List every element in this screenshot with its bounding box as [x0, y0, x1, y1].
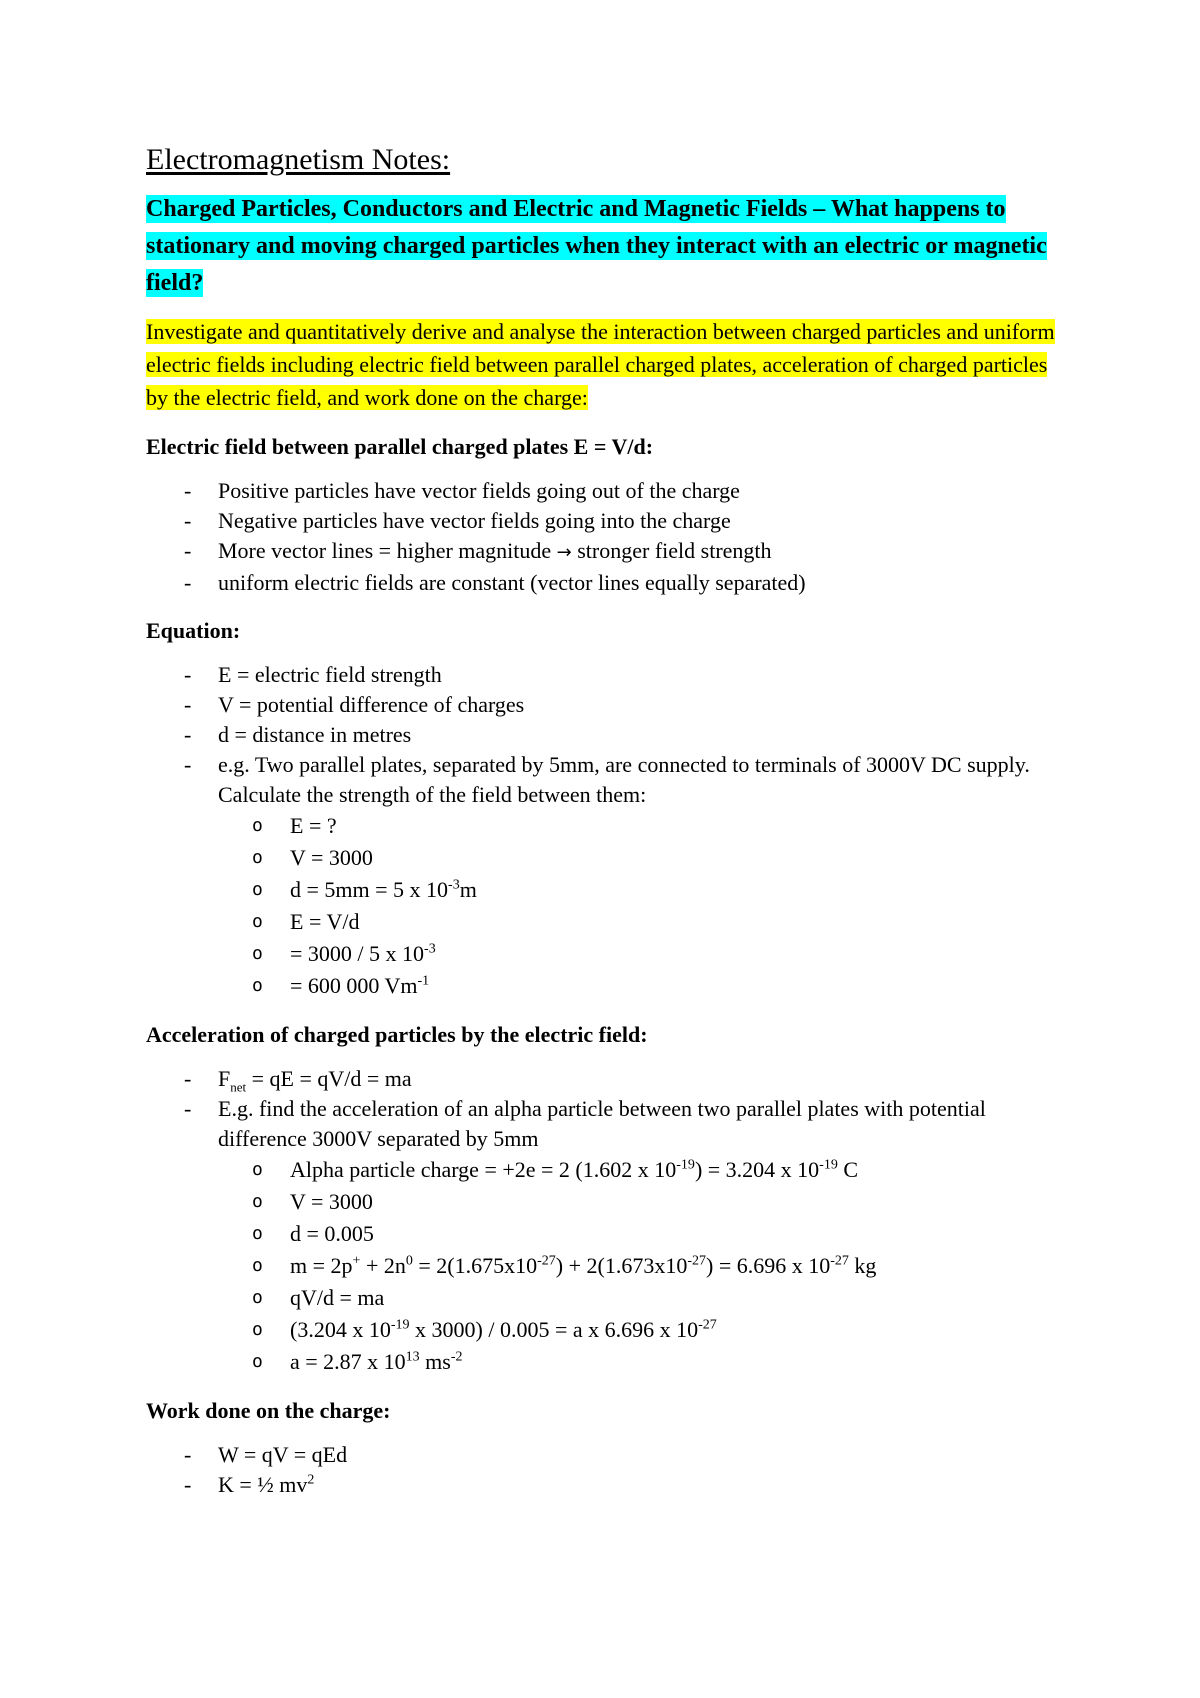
- dash-bullet: -: [184, 1066, 192, 1091]
- list-item: - d = distance in metres: [146, 720, 1066, 750]
- dash-bullet: -: [184, 752, 192, 777]
- section-heading-electric-field: Electric field between parallel charged plates E = V/d:: [146, 434, 654, 459]
- circle-bullet: o: [252, 815, 263, 836]
- sub-list-item: o V = 3000: [218, 1186, 1066, 1218]
- circle-bullet: o: [252, 1287, 263, 1308]
- right-arrow-icon: →: [556, 542, 572, 563]
- sub-list-item: o $m = 2p^+ + 2n^0 = 2(1.675x10^{-27}) + 2(1.673x10^{-27}) = 6.696$ x $10^{-27}$ kg: [218, 1250, 1066, 1282]
- circle-bullet: o: [252, 1319, 263, 1340]
- list-item: - uniform electric fields are constant (vector lines equally separated): [146, 568, 1066, 598]
- circle-bullet: o: [252, 975, 263, 996]
- sub-list-item: o = 3000 / 5 x $10^{-3}$: [218, 938, 1066, 970]
- list-item: - E.g. find the acceleration of an alpha particle between two parallel plates with potential difference 3000V separated by 5mm o Alpha particle charge = +2e = 2 (1.602 x $10^{-19}) = 3.204$ x $10^{-19}$ C o V = 3000 o d = 0.005 o $m = 2p^+ + 2n^0 = 2(1.675x10^{-27}) + 2(1.673x10^{-27}) = 6.696$ x $10^{-27}$ kg o qV/d = ma o (3.204 x $10^{-19}$ x 3000) / 0.005 = a x 6.696 x $10^{-27}$ o a = 2.87 x $10^{13}$ $ms^{-2}$: [146, 1094, 1066, 1378]
- equation-list: [146, 660, 1066, 1002]
- sub-list-item: o d = 5mm = 5 x $10^{-3}m$: [218, 874, 1066, 906]
- worked-example-steps: [218, 810, 1066, 1002]
- circle-bullet: o: [252, 847, 263, 868]
- list-item: - e.g. Two parallel plates, separated by 5mm, are connected to terminals of 3000V DC supply. Calculate the strength of the field between them: o E = ? o V = 3000 o d = 5mm = 5 x $10^{-3}m$ o E = V/d o = 3000 / 5 x $10^{-3}$ o = 600 000 $Vm^{-1}$: [146, 750, 1066, 1002]
- list-item: - Positive particles have vector fields going out of the charge: [146, 476, 1066, 506]
- circle-bullet: o: [252, 1223, 263, 1244]
- sub-list-item: o Alpha particle charge = +2e = 2 (1.602 x $10^{-19}) = 3.204$ x $10^{-19}$ C: [218, 1154, 1066, 1186]
- circle-bullet: o: [252, 1191, 263, 1212]
- dash-bullet: -: [184, 538, 192, 563]
- topic-question-block: [146, 192, 1066, 303]
- list-item: - $F_{net}$ = qE = qV/d = ma: [184, 1066, 412, 1095]
- list-item: - E = electric field strength: [146, 660, 1066, 690]
- worked-example-steps: [218, 1154, 1066, 1378]
- circle-bullet: o: [252, 943, 263, 964]
- list-item: - W = qV = qEd: [146, 1440, 1066, 1470]
- section-heading-acceleration: Acceleration of charged particles by the electric field:: [146, 1022, 648, 1047]
- dash-bullet: -: [184, 570, 192, 595]
- dash-bullet: -: [184, 1096, 192, 1121]
- circle-bullet: o: [252, 911, 263, 932]
- sub-list-item: o a = 2.87 x $10^{13}$ $ms^{-2}$: [218, 1346, 1066, 1378]
- dash-bullet: -: [184, 508, 192, 533]
- work-done-list: [146, 1440, 1066, 1500]
- sub-list-item: o E = V/d: [218, 906, 1066, 938]
- inquiry-block: [146, 317, 1066, 416]
- dash-bullet: -: [184, 662, 192, 687]
- list-item: - K = ½ $mv^2$: [146, 1470, 1066, 1500]
- sub-list-item: o qV/d = ma: [218, 1282, 1066, 1314]
- sub-list-item: o E = ?: [218, 810, 1066, 842]
- circle-bullet: o: [252, 1255, 263, 1276]
- sub-list-item: o V = 3000: [218, 842, 1066, 874]
- dash-bullet: -: [184, 722, 192, 747]
- dash-bullet: -: [184, 1472, 192, 1497]
- list-item: - Negative particles have vector fields going into the charge: [146, 506, 1066, 536]
- circle-bullet: o: [252, 879, 263, 900]
- sub-list-item: o (3.204 x $10^{-19}$ x 3000) / 0.005 = a x 6.696 x $10^{-27}$: [218, 1314, 1066, 1346]
- dash-bullet: -: [184, 692, 192, 717]
- list-item: - More vector lines = higher magnitude → stronger field strength: [146, 536, 1066, 568]
- document-title: Electromagnetism Notes:: [146, 143, 451, 176]
- topic-question: Charged Particles, Conductors and Electric and Magnetic Fields – What happens to stationary and moving charged particles when they interact with an electric or magnetic field?: [146, 196, 1047, 296]
- section-heading-work-done: Work done on the charge:: [146, 1398, 391, 1423]
- sub-list-item: o = 600 000 $Vm^{-1}$: [218, 970, 1066, 1002]
- document-page: [146, 140, 1066, 1518]
- dash-bullet: -: [184, 1442, 192, 1467]
- electric-field-list: [146, 476, 1066, 598]
- section-heading-equation: Equation:: [146, 618, 241, 643]
- circle-bullet: o: [252, 1159, 263, 1180]
- circle-bullet: o: [252, 1351, 263, 1372]
- inquiry-statement: Investigate and quantitatively derive and analyse the interaction between charged particles and uniform electric fields including electric field between parallel charged plates, acceleration of charged particles by the electric field, and work done on the charge:: [146, 319, 1055, 410]
- sub-list-item: o d = 0.005: [218, 1218, 1066, 1250]
- list-item: - V = potential difference of charges: [146, 690, 1066, 720]
- dash-bullet: -: [184, 478, 192, 503]
- acceleration-list: [146, 1064, 1066, 1378]
